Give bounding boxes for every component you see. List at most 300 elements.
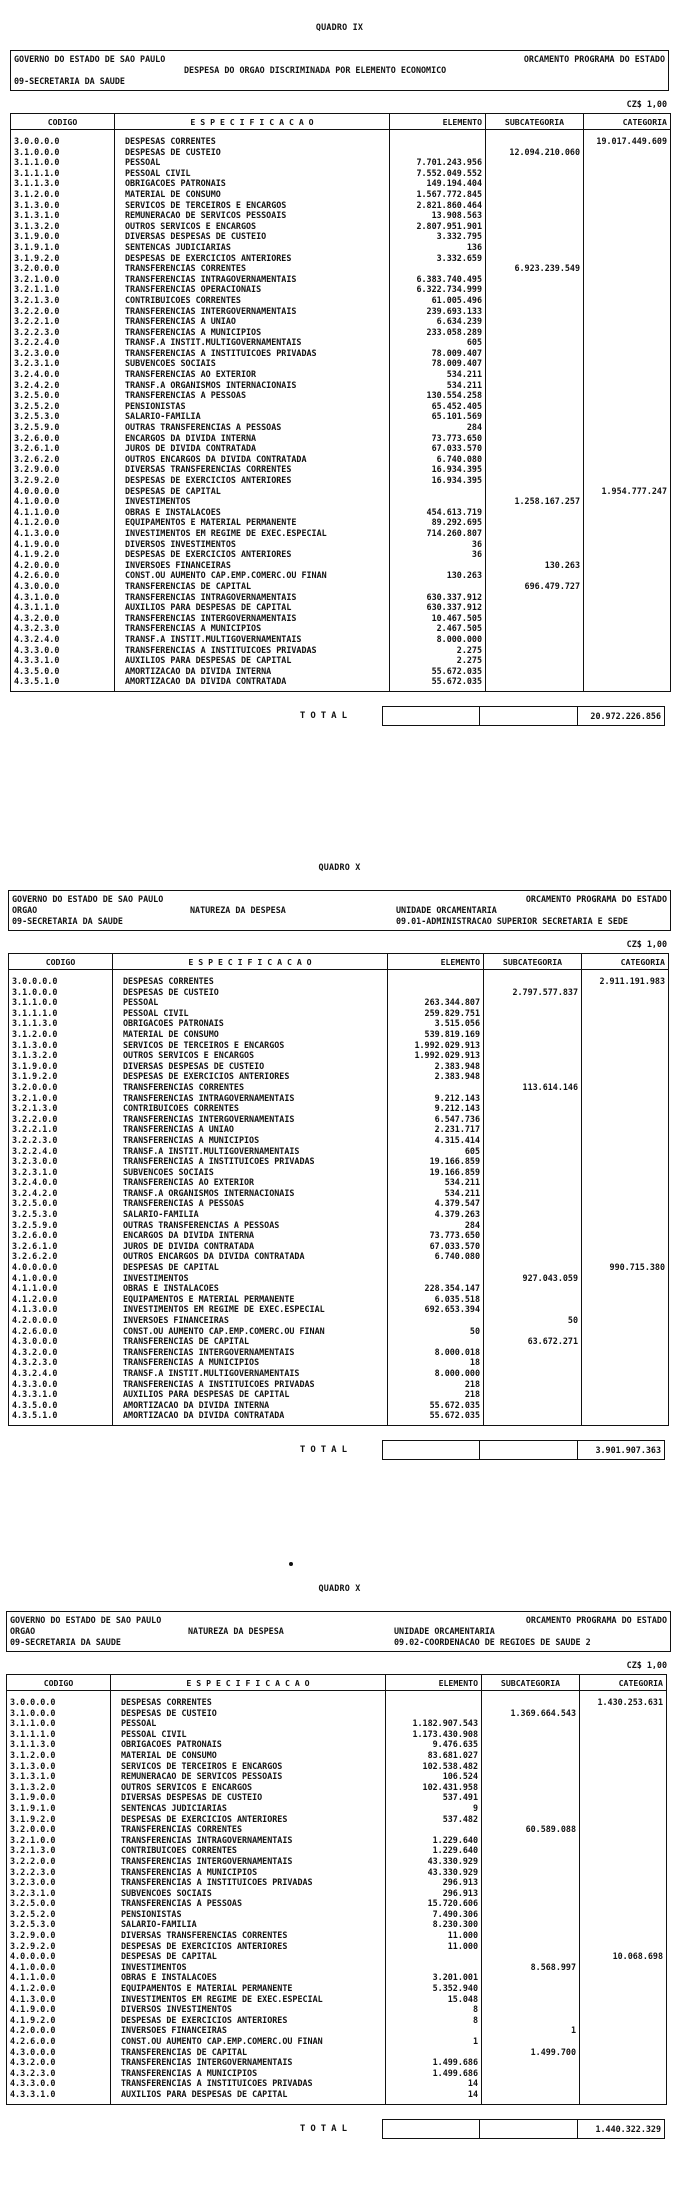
cell-especificacao: OUTROS ENCARGOS DA DIVIDA CONTRATADA bbox=[115, 454, 390, 465]
total-subcategoria bbox=[479, 707, 577, 725]
cell-elemento: 65.452.405 bbox=[390, 401, 486, 412]
table-row bbox=[11, 581, 671, 592]
cell-elemento: 2.275 bbox=[390, 655, 486, 666]
table-row bbox=[11, 422, 671, 433]
cell-especificacao: TRANSFERENCIAS A MUNICIPIOS bbox=[113, 1135, 388, 1146]
cell-especificacao: DESPESAS DE EXERCICIOS ANTERIORES bbox=[115, 253, 390, 264]
cell-especificacao: MATERIAL DE CONSUMO bbox=[113, 1029, 388, 1040]
cell-categoria bbox=[582, 1389, 669, 1400]
cell-elemento bbox=[386, 2025, 482, 2036]
cell-elemento: 259.829.751 bbox=[388, 1008, 484, 1019]
cell-elemento: 10.467.505 bbox=[390, 613, 486, 624]
cell-elemento: 83.681.027 bbox=[386, 1750, 482, 1761]
cell-especificacao: DESPESAS DE CAPITAL bbox=[113, 1262, 388, 1273]
cell-subcategoria bbox=[486, 178, 584, 189]
cell-especificacao: TRANSF.A INSTIT.MULTIGOVERNAMENTAIS bbox=[113, 1368, 388, 1379]
cell-codigo: 4.3.2.0.0 bbox=[7, 2057, 111, 2068]
cell-especificacao: OUTRAS TRANSFERENCIAS A PESSOAS bbox=[115, 422, 390, 433]
cell-subcategoria bbox=[482, 1909, 580, 1920]
cell-subcategoria bbox=[486, 623, 584, 634]
cell-elemento: 2.807.951.901 bbox=[390, 221, 486, 232]
cell-codigo: 3.2.3.0.0 bbox=[9, 1156, 113, 1167]
cell-codigo: 3.1.1.0.0 bbox=[11, 157, 115, 168]
cell-subcategoria bbox=[484, 1050, 582, 1061]
table-row bbox=[11, 443, 671, 454]
cell-subcategoria bbox=[486, 592, 584, 603]
cell-elemento: 6.740.080 bbox=[388, 1251, 484, 1262]
cell-categoria bbox=[580, 1782, 667, 1793]
cell-codigo: 4.3.2.0.0 bbox=[9, 1347, 113, 1358]
cell-subcategoria bbox=[486, 337, 584, 348]
cell-categoria bbox=[580, 2025, 667, 2036]
cell-categoria bbox=[582, 1368, 669, 1379]
cell-categoria bbox=[580, 1919, 667, 1930]
cell-codigo: 3.1.9.2.0 bbox=[7, 1814, 111, 1825]
cell-subcategoria bbox=[486, 401, 584, 412]
cell-codigo: 3.2.3.1.0 bbox=[11, 358, 115, 369]
cell-elemento: 714.260.807 bbox=[390, 528, 486, 539]
cell-especificacao: TRANSF.A ORGANISMOS INTERNACIONAIS bbox=[113, 1188, 388, 1199]
table-row bbox=[11, 475, 671, 486]
cell-especificacao: TRANSFERENCIAS A INSTITUICOES PRIVADAS bbox=[115, 645, 390, 656]
cell-categoria bbox=[584, 242, 671, 253]
cell-elemento: 534.211 bbox=[388, 1188, 484, 1199]
cell-especificacao: TRANSFERENCIAS INTERGOVERNAMENTAIS bbox=[115, 306, 390, 317]
cell-codigo: 4.3.2.3.0 bbox=[11, 623, 115, 634]
cell-subcategoria bbox=[482, 2015, 580, 2026]
cell-categoria bbox=[584, 613, 671, 624]
cell-subcategoria bbox=[484, 1177, 582, 1188]
cell-elemento: 65.101.569 bbox=[390, 411, 486, 422]
cell-elemento bbox=[390, 147, 486, 158]
organ-name: 09-SECRETARIA DA SAUDE bbox=[10, 1637, 121, 1647]
cell-codigo: 3.1.1.3.0 bbox=[9, 1018, 113, 1029]
cell-elemento: 8 bbox=[386, 2004, 482, 2015]
table-row bbox=[11, 231, 671, 242]
cell-especificacao: TRANSFERENCIAS AO EXTERIOR bbox=[113, 1177, 388, 1188]
cell-subcategoria bbox=[484, 1008, 582, 1019]
table-row bbox=[11, 655, 671, 666]
cell-codigo: 4.1.3.0.0 bbox=[11, 528, 115, 539]
cell-especificacao: INVESTIMENTOS bbox=[115, 496, 390, 507]
cell-subcategoria bbox=[484, 1241, 582, 1252]
report-subtitle: DESPESA DO ORGAO DISCRIMINADA POR ELEMENTO ECONOMICO bbox=[184, 65, 447, 75]
cell-categoria bbox=[582, 1283, 669, 1294]
cell-especificacao: TRANSFERENCIAS OPERACIONAIS bbox=[115, 284, 390, 295]
total-elemento bbox=[383, 707, 479, 725]
cell-subcategoria: 2.797.577.837 bbox=[484, 987, 582, 998]
budget-unit-name: 09.01-ADMINISTRACAO SUPERIOR SECRETARIA E SEDE bbox=[396, 916, 628, 926]
cell-especificacao: INVERSOES FINANCEIRAS bbox=[115, 560, 390, 571]
cell-categoria bbox=[584, 253, 671, 264]
total-box bbox=[382, 1440, 665, 1460]
cell-codigo: 4.3.2.4.0 bbox=[9, 1368, 113, 1379]
table-row bbox=[9, 1368, 669, 1379]
cell-especificacao: TRANSFERENCIAS A MUNICIPIOS bbox=[111, 1867, 386, 1878]
cell-subcategoria bbox=[482, 1877, 580, 1888]
total-row bbox=[0, 706, 679, 726]
cell-categoria bbox=[584, 231, 671, 242]
cell-codigo: 4.3.5.1.0 bbox=[9, 1410, 113, 1425]
table-row bbox=[7, 1792, 667, 1803]
cell-elemento: 605 bbox=[390, 337, 486, 348]
table-row bbox=[9, 1315, 669, 1326]
cell-codigo: 3.2.6.0.0 bbox=[11, 433, 115, 444]
cell-subcategoria bbox=[486, 242, 584, 253]
cell-especificacao: DESPESAS DE CUSTEIO bbox=[111, 1708, 386, 1719]
cell-especificacao: SALARIO-FAMILIA bbox=[113, 1209, 388, 1220]
cell-especificacao: SERVICOS DE TERCEIROS E ENCARGOS bbox=[113, 1040, 388, 1051]
table-row bbox=[7, 1951, 667, 1962]
cell-subcategoria bbox=[484, 1209, 582, 1220]
cell-categoria bbox=[582, 1008, 669, 1019]
cell-elemento bbox=[386, 1691, 482, 1708]
cell-elemento: 16.934.395 bbox=[390, 475, 486, 486]
cell-subcategoria bbox=[482, 2004, 580, 2015]
total-box bbox=[382, 2119, 665, 2139]
table-row bbox=[7, 2057, 667, 2068]
table-row bbox=[7, 1972, 667, 1983]
cell-subcategoria bbox=[486, 306, 584, 317]
column-header-subcategoria: SUBCATEGORIA bbox=[484, 954, 582, 970]
table-row bbox=[7, 2078, 667, 2089]
column-header-subcategoria: SUBCATEGORIA bbox=[486, 114, 584, 130]
cell-subcategoria bbox=[486, 369, 584, 380]
table-row bbox=[11, 645, 671, 656]
cell-subcategoria bbox=[486, 549, 584, 560]
cell-categoria bbox=[584, 316, 671, 327]
cell-subcategoria bbox=[484, 1368, 582, 1379]
column-header-especificacao: E S P E C I F I C A C A O bbox=[111, 1675, 386, 1691]
cell-categoria bbox=[582, 1188, 669, 1199]
nature-of-expense-label: NATUREZA DA DESPESA bbox=[188, 1626, 284, 1636]
column-header-especificacao: E S P E C I F I C A C A O bbox=[115, 114, 390, 130]
cell-categoria bbox=[582, 1315, 669, 1326]
report-header bbox=[10, 50, 669, 91]
cell-especificacao: DESPESAS DE CAPITAL bbox=[115, 486, 390, 497]
cell-especificacao: PESSOAL CIVIL bbox=[111, 1729, 386, 1740]
table-row bbox=[9, 1177, 669, 1188]
table-row bbox=[9, 1008, 669, 1019]
cell-subcategoria bbox=[486, 443, 584, 454]
table-row bbox=[7, 1718, 667, 1729]
cell-subcategoria: 1.258.167.257 bbox=[486, 496, 584, 507]
cell-codigo: 4.3.3.0.0 bbox=[7, 2078, 111, 2089]
cell-especificacao: CONST.OU AUMENTO CAP.EMP.COMERC.OU FINAN bbox=[113, 1326, 388, 1337]
cell-elemento: 537.491 bbox=[386, 1792, 482, 1803]
cell-codigo: 4.3.0.0.0 bbox=[7, 2047, 111, 2058]
cell-codigo: 3.2.5.3.0 bbox=[9, 1209, 113, 1220]
cell-categoria bbox=[584, 411, 671, 422]
cell-especificacao: AMORTIZACAO DA DIVIDA CONTRATADA bbox=[113, 1410, 388, 1425]
cell-codigo: 3.0.0.0.0 bbox=[11, 130, 115, 147]
cell-especificacao: CONTRIBUICOES CORRENTES bbox=[115, 295, 390, 306]
cell-codigo: 3.2.3.0.0 bbox=[7, 1877, 111, 1888]
cell-especificacao: INVESTIMENTOS EM REGIME DE EXEC.ESPECIAL bbox=[115, 528, 390, 539]
table-row bbox=[7, 1898, 667, 1909]
cell-elemento: 228.354.147 bbox=[388, 1283, 484, 1294]
cell-elemento: 7.701.243.956 bbox=[390, 157, 486, 168]
cell-subcategoria bbox=[486, 253, 584, 264]
cell-categoria bbox=[582, 1326, 669, 1337]
cell-especificacao: CONST.OU AUMENTO CAP.EMP.COMERC.OU FINAN bbox=[115, 570, 390, 581]
budget-program-label: ORCAMENTO PROGRAMA DO ESTADO bbox=[523, 54, 665, 64]
table-header-row bbox=[11, 114, 671, 130]
cell-codigo: 4.1.2.0.0 bbox=[7, 1983, 111, 1994]
cell-codigo: 3.2.6.1.0 bbox=[9, 1241, 113, 1252]
cell-especificacao: OUTROS SERVICOS E ENCARGOS bbox=[111, 1782, 386, 1793]
table-row bbox=[11, 295, 671, 306]
cell-codigo: 3.1.2.0.0 bbox=[7, 1750, 111, 1761]
cell-subcategoria bbox=[486, 316, 584, 327]
cell-especificacao: TRANSFERENCIAS DE CAPITAL bbox=[111, 2047, 386, 2058]
cell-elemento: 11.000 bbox=[386, 1941, 482, 1952]
cell-subcategoria bbox=[482, 1845, 580, 1856]
cell-categoria bbox=[584, 369, 671, 380]
cell-elemento: 534.211 bbox=[390, 369, 486, 380]
cell-elemento: 3.515.056 bbox=[388, 1018, 484, 1029]
cell-especificacao: DESPESAS DE CAPITAL bbox=[111, 1951, 386, 1962]
cell-subcategoria bbox=[482, 1792, 580, 1803]
cell-categoria bbox=[584, 443, 671, 454]
cell-especificacao: EQUIPAMENTOS E MATERIAL PERMANENTE bbox=[113, 1294, 388, 1305]
cell-categoria bbox=[580, 1729, 667, 1740]
cell-especificacao: DESPESAS DE EXERCICIOS ANTERIORES bbox=[115, 549, 390, 560]
cell-especificacao: TRANSFERENCIAS INTERGOVERNAMENTAIS bbox=[115, 613, 390, 624]
cell-elemento bbox=[386, 2047, 482, 2058]
cell-elemento: 9 bbox=[386, 1803, 482, 1814]
table-row bbox=[9, 1262, 669, 1273]
cell-categoria bbox=[580, 1867, 667, 1878]
cell-codigo: 4.2.6.0.0 bbox=[7, 2036, 111, 2047]
cell-elemento: 8.230.300 bbox=[386, 1919, 482, 1930]
cell-especificacao: OBRAS E INSTALACOES bbox=[115, 507, 390, 518]
table-row bbox=[9, 1336, 669, 1347]
cell-especificacao: TRANSF.A ORGANISMOS INTERNACIONAIS bbox=[115, 380, 390, 391]
quadro-title: QUADRO IX bbox=[315, 22, 364, 32]
cell-codigo: 3.1.1.1.0 bbox=[11, 168, 115, 179]
cell-subcategoria bbox=[486, 655, 584, 666]
column-header-categoria: CATEGORIA bbox=[582, 954, 669, 970]
cell-categoria bbox=[582, 1241, 669, 1252]
cell-codigo: 3.1.3.2.0 bbox=[11, 221, 115, 232]
table-row bbox=[11, 496, 671, 507]
cell-categoria bbox=[582, 1251, 669, 1262]
cell-elemento: 67.033.570 bbox=[388, 1241, 484, 1252]
cell-especificacao: PESSOAL bbox=[111, 1718, 386, 1729]
cell-elemento: 6.322.734.999 bbox=[390, 284, 486, 295]
cell-especificacao: TRANSFERENCIAS A UNIAO bbox=[113, 1124, 388, 1135]
table-row bbox=[9, 1029, 669, 1040]
cell-codigo: 3.2.9.2.0 bbox=[7, 1941, 111, 1952]
cell-codigo: 4.1.1.0.0 bbox=[7, 1972, 111, 1983]
table-row bbox=[7, 2036, 667, 2047]
cell-categoria: 19.017.449.609 bbox=[584, 130, 671, 147]
total-label: TOTAL bbox=[299, 1444, 352, 1455]
speck-mark bbox=[289, 1562, 293, 1566]
cell-codigo: 4.3.2.0.0 bbox=[11, 613, 115, 624]
table-row bbox=[11, 486, 671, 497]
table-row bbox=[11, 623, 671, 634]
cell-codigo: 4.3.2.3.0 bbox=[7, 2068, 111, 2079]
cell-categoria bbox=[582, 1071, 669, 1082]
cell-categoria bbox=[584, 549, 671, 560]
cell-elemento: 8 bbox=[386, 2015, 482, 2026]
table-row bbox=[11, 253, 671, 264]
table-row bbox=[11, 464, 671, 475]
cell-codigo: 3.2.2.3.0 bbox=[9, 1135, 113, 1146]
cell-codigo: 3.2.5.9.0 bbox=[9, 1220, 113, 1231]
cell-subcategoria bbox=[482, 1888, 580, 1899]
cell-codigo: 4.1.9.2.0 bbox=[11, 549, 115, 560]
cell-elemento: 6.740.080 bbox=[390, 454, 486, 465]
organ-label: ORGAO bbox=[10, 1626, 36, 1636]
cell-especificacao: REMUNERACAO DE SERVICOS PESSOAIS bbox=[115, 210, 390, 221]
cell-categoria bbox=[584, 517, 671, 528]
cell-codigo: 4.3.3.0.0 bbox=[9, 1379, 113, 1390]
cell-categoria bbox=[582, 1103, 669, 1114]
cell-elemento: 102.431.958 bbox=[386, 1782, 482, 1793]
cell-categoria bbox=[584, 306, 671, 317]
table-row bbox=[9, 1050, 669, 1061]
cell-especificacao: DIVERSAS TRANSFERENCIAS CORRENTES bbox=[111, 1930, 386, 1941]
cell-elemento: 2.467.505 bbox=[390, 623, 486, 634]
cell-especificacao: OBRIGACOES PATRONAIS bbox=[115, 178, 390, 189]
cell-subcategoria bbox=[484, 1188, 582, 1199]
table-row bbox=[11, 147, 671, 158]
cell-subcategoria: 927.043.059 bbox=[484, 1273, 582, 1284]
cell-elemento: 7.552.049.552 bbox=[390, 168, 486, 179]
cell-subcategoria bbox=[482, 2057, 580, 2068]
cell-codigo: 3.2.2.1.0 bbox=[11, 316, 115, 327]
cell-categoria bbox=[582, 1018, 669, 1029]
cell-elemento: 73.773.650 bbox=[390, 433, 486, 444]
cell-especificacao: SERVICOS DE TERCEIROS E ENCARGOS bbox=[111, 1761, 386, 1772]
table-row bbox=[11, 613, 671, 624]
cell-codigo: 4.1.3.0.0 bbox=[9, 1304, 113, 1315]
column-header-especificacao: E S P E C I F I C A C A O bbox=[113, 954, 388, 970]
cell-especificacao: SALARIO-FAMILIA bbox=[115, 411, 390, 422]
cell-elemento: 13.908.563 bbox=[390, 210, 486, 221]
cell-especificacao: TRANSFERENCIAS A MUNICIPIOS bbox=[115, 623, 390, 634]
cell-categoria bbox=[580, 2078, 667, 2089]
cell-subcategoria bbox=[486, 274, 584, 285]
table-row bbox=[9, 1209, 669, 1220]
table-row bbox=[7, 1739, 667, 1750]
quadro-ix bbox=[0, 22, 679, 726]
cell-categoria bbox=[584, 178, 671, 189]
cell-especificacao: DESPESAS DE CUSTEIO bbox=[115, 147, 390, 158]
cell-codigo: 4.1.1.0.0 bbox=[9, 1283, 113, 1294]
cell-elemento: 233.058.289 bbox=[390, 327, 486, 338]
cell-subcategoria bbox=[486, 411, 584, 422]
cell-categoria bbox=[584, 560, 671, 571]
cell-categoria bbox=[580, 1761, 667, 1772]
cell-especificacao: TRANSFERENCIAS INTRAGOVERNAMENTAIS bbox=[113, 1093, 388, 1104]
table-row bbox=[11, 390, 671, 401]
cell-codigo: 4.3.3.1.0 bbox=[7, 2089, 111, 2104]
cell-especificacao: AMORTIZACAO DA DIVIDA CONTRATADA bbox=[115, 676, 390, 691]
table-row bbox=[7, 1729, 667, 1740]
cell-categoria: 2.911.191.983 bbox=[582, 970, 669, 987]
table-row bbox=[11, 157, 671, 168]
cell-especificacao: AMORTIZACAO DA DIVIDA INTERNA bbox=[115, 666, 390, 677]
cell-categoria bbox=[584, 210, 671, 221]
cell-subcategoria bbox=[486, 348, 584, 359]
table-row bbox=[7, 1983, 667, 1994]
cell-especificacao: TRANSFERENCIAS A MUNICIPIOS bbox=[113, 1357, 388, 1368]
table-row bbox=[9, 1389, 669, 1400]
cell-elemento bbox=[388, 1273, 484, 1284]
cell-elemento: 284 bbox=[390, 422, 486, 433]
currency-unit: CZ$ 1,00 bbox=[626, 939, 667, 949]
table-body bbox=[11, 130, 671, 692]
cell-categoria bbox=[584, 655, 671, 666]
column-header-codigo: CODIGO bbox=[11, 114, 115, 130]
cell-subcategoria bbox=[486, 464, 584, 475]
table-row bbox=[9, 1093, 669, 1104]
cell-codigo: 3.2.5.3.0 bbox=[7, 1919, 111, 1930]
table-row bbox=[11, 592, 671, 603]
cell-elemento: 9.212.143 bbox=[388, 1103, 484, 1114]
cell-elemento: 1 bbox=[386, 2036, 482, 2047]
cell-especificacao: TRANSFERENCIAS INTRAGOVERNAMENTAIS bbox=[115, 274, 390, 285]
cell-subcategoria bbox=[484, 1167, 582, 1178]
cell-codigo: 4.3.5.0.0 bbox=[9, 1400, 113, 1411]
table-row bbox=[9, 997, 669, 1008]
cell-especificacao: TRANSFERENCIAS INTERGOVERNAMENTAIS bbox=[113, 1114, 388, 1125]
cell-especificacao: AUXILIOS PARA DESPESAS DE CAPITAL bbox=[113, 1389, 388, 1400]
table-row bbox=[9, 1040, 669, 1051]
cell-subcategoria bbox=[482, 1750, 580, 1761]
total-elemento bbox=[383, 2120, 479, 2138]
table-row bbox=[11, 570, 671, 581]
cell-categoria bbox=[582, 1220, 669, 1231]
cell-subcategoria: 130.263 bbox=[486, 560, 584, 571]
table-row bbox=[9, 1220, 669, 1231]
cell-categoria bbox=[584, 666, 671, 677]
cell-categoria bbox=[584, 189, 671, 200]
cell-codigo: 3.2.6.2.0 bbox=[9, 1251, 113, 1262]
budget-program-label: ORCAMENTO PROGRAMA DO ESTADO bbox=[525, 894, 667, 904]
cell-especificacao: OUTROS SERVICOS E ENCARGOS bbox=[113, 1050, 388, 1061]
cell-especificacao: SALARIO-FAMILIA bbox=[111, 1919, 386, 1930]
cell-subcategoria bbox=[486, 157, 584, 168]
cell-subcategoria bbox=[486, 475, 584, 486]
cell-codigo: 3.1.9.0.0 bbox=[9, 1061, 113, 1072]
table-row bbox=[9, 1379, 669, 1390]
cell-especificacao: DESPESAS DE EXERCICIOS ANTERIORES bbox=[115, 475, 390, 486]
government-name: GOVERNO DO ESTADO DE SAO PAULO bbox=[14, 54, 166, 64]
cell-subcategoria bbox=[484, 1040, 582, 1051]
cell-categoria bbox=[580, 1930, 667, 1941]
cell-subcategoria bbox=[482, 2036, 580, 2047]
cell-subcategoria bbox=[486, 168, 584, 179]
cell-especificacao: CONTRIBUICOES CORRENTES bbox=[113, 1103, 388, 1114]
cell-elemento: 1.499.686 bbox=[386, 2057, 482, 2068]
column-header-subcategoria: SUBCATEGORIA bbox=[482, 1675, 580, 1691]
cell-especificacao: OBRIGACOES PATRONAIS bbox=[111, 1739, 386, 1750]
cell-codigo: 3.2.9.2.0 bbox=[11, 475, 115, 486]
cell-elemento bbox=[390, 560, 486, 571]
cell-subcategoria bbox=[484, 997, 582, 1008]
total-label: TOTAL bbox=[299, 2123, 352, 2134]
cell-subcategoria bbox=[482, 2068, 580, 2079]
cell-especificacao: SUBVENCOES SOCIAIS bbox=[111, 1888, 386, 1899]
cell-especificacao: SERVICOS DE TERCEIROS E ENCARGOS bbox=[115, 200, 390, 211]
cell-elemento bbox=[386, 1824, 482, 1835]
cell-codigo: 3.1.1.1.0 bbox=[7, 1729, 111, 1740]
